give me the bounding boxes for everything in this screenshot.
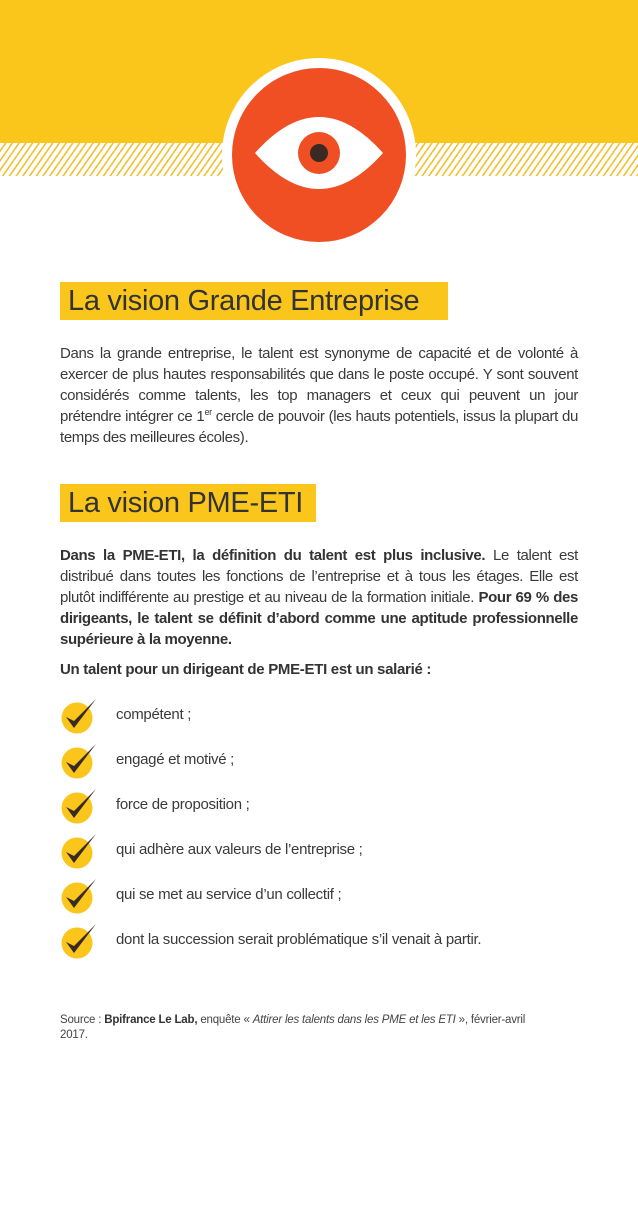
checkmark-icon	[60, 876, 100, 916]
paragraph-grande-entreprise: Dans la grande entreprise, le talent est synonyme de capacité et de volonté à exercer de plus hautes responsabilités que dans le poste occupé. Y sont souvent considérés comme talents, les top managers et ceux qui peuvent un jour prétendre intégrer ce 1er cercle de pouvoir (les hauts potentiels, issus la plupart du temps des meilleures écoles).	[60, 345, 578, 446]
checkmark-icon	[60, 741, 100, 781]
bold-intro: Dans la PME-ETI, la définition du talent est plus inclusive.	[60, 547, 486, 564]
source-citation: Source : Bpifrance Le Lab, enquête « Attirer les talents dans les PME et les ETI », février-avril 2017.	[60, 1014, 526, 1041]
paragraph-pme-eti: Dans la PME-ETI, la définition du talent est plus inclusive. Le talent est distribué dans toutes les fonctions de l’entreprise et à tous les étages. Elle est plutôt indifférente au prestige et au niveau de la formation initiale. Pour 69 % des dirigeants, le talent se définit d’abord comme une aptitude professionnelle supérieure à la moyenne.	[60, 547, 579, 648]
hatch-pattern-left	[0, 143, 232, 176]
checkmark-icon	[60, 786, 100, 826]
source-org: Bpifrance Le Lab,	[104, 1014, 198, 1026]
hatch-pattern-right	[406, 143, 638, 176]
bold-statistic: Pour 69 % des dirigeants, le talent se définit d’abord comme une aptitude professionnelle supérieure à la moyenne.	[60, 589, 579, 648]
heading-pme-eti: La vision PME-ETI	[60, 484, 316, 522]
eye-icon	[221, 57, 417, 253]
list-item-label: engagé et motivé ;	[116, 751, 235, 768]
list-item-label: compétent ;	[116, 706, 192, 723]
list-item-label: dont la succession serait problématique s’il venait à partir.	[116, 931, 482, 948]
list-item-label: qui adhère aux valeurs de l’entreprise ;	[116, 841, 363, 858]
checkmark-icon	[60, 921, 100, 961]
list-item-label: qui se met au service d’un collectif ;	[116, 886, 342, 903]
checkmark-icon	[60, 696, 100, 736]
superscript-er: er	[204, 407, 212, 417]
survey-title: Attirer les talents dans les PME et les ETI	[252, 1014, 456, 1026]
list-lead: Un talent pour un dirigeant de PME-ETI est un salarié :	[60, 661, 432, 678]
list-item-label: force de proposition ;	[116, 796, 250, 813]
checkmark-icon	[60, 831, 100, 871]
heading-grande-entreprise: La vision Grande Entreprise	[60, 282, 448, 320]
